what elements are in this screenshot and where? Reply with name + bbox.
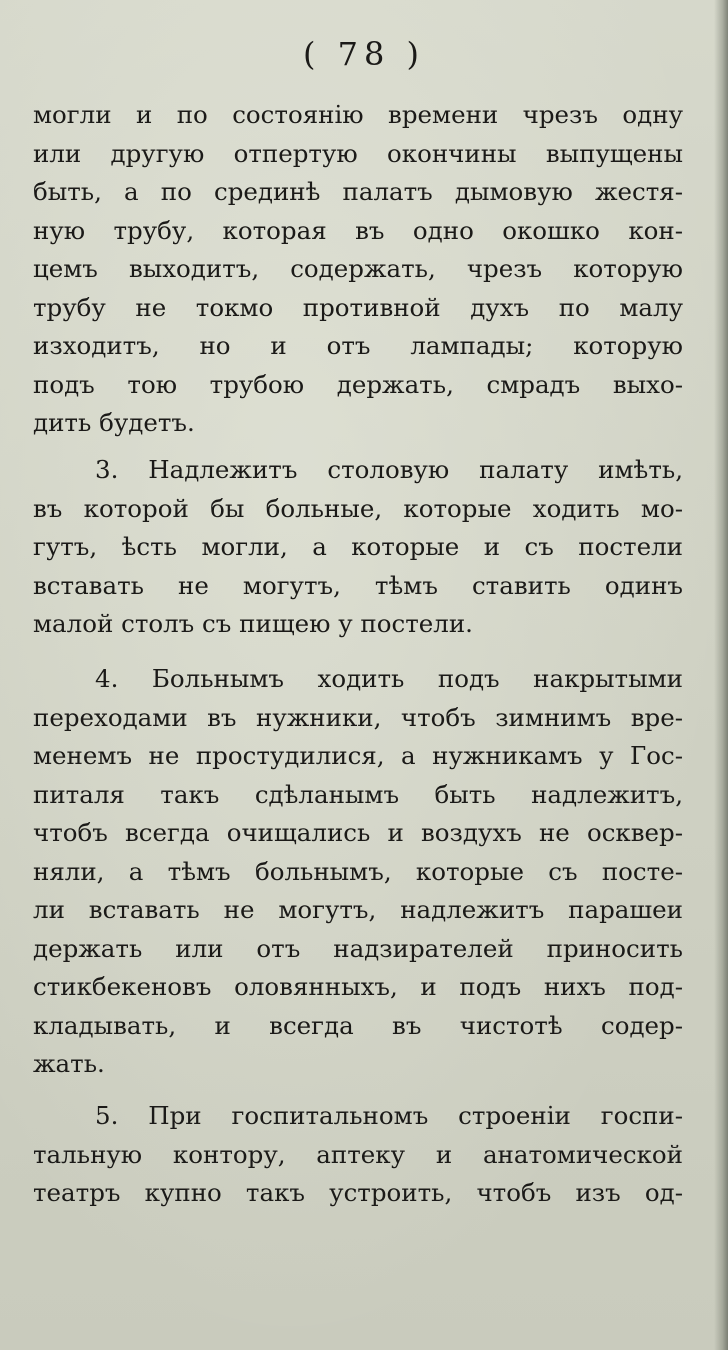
text-line: изходитъ, но и отъ лампады; которую xyxy=(33,331,683,360)
page-edge-shadow xyxy=(714,0,728,1350)
text-line: ли вставать не могутъ, надлежитъ парашеи xyxy=(33,895,683,924)
text-line: держать или отъ надзирателей приносить xyxy=(33,933,683,963)
text-line: подъ тою трубою держать, смрадъ выхо- xyxy=(33,369,683,399)
text-line: дить будетъ. xyxy=(33,408,195,437)
text-line: стикбекеновъ оловянныхъ, и подъ нихъ под- xyxy=(33,972,683,1001)
text-line: малой столъ съ пищею у постели. xyxy=(33,609,473,638)
paragraph-3 xyxy=(33,451,683,644)
text-line: тальную контору, аптеку и анатомической xyxy=(33,1139,683,1169)
text-line: въ которой бы больные, которые ходить мо- xyxy=(33,493,683,523)
text-line: ную трубу, которая въ одно окошко кон- xyxy=(33,215,683,245)
text-line: вставать не могутъ, тѣмъ ставить одинъ xyxy=(33,570,683,600)
text-line: менемъ не простудилися, а нужникамъ у Гос- xyxy=(33,741,683,770)
text-line: могли и по состоянію времени чрезъ одну xyxy=(33,100,683,129)
text-line: гутъ, ѣсть могли, а которые и съ постели xyxy=(33,532,683,561)
page-number: ( 78 ) xyxy=(302,35,426,73)
text-line: жать. xyxy=(33,1049,105,1078)
text-line: театръ купно такъ устроить, чтобъ изъ од- xyxy=(33,1178,683,1207)
text-line: кладывать, и всегда въ чистотѣ содер- xyxy=(33,1010,683,1040)
text-line: чтобъ всегда очищались и воздухъ не осквер- xyxy=(33,818,683,847)
text-line: переходами въ нужники, чтобъ зимнимъ вре- xyxy=(33,702,683,732)
text-line: трубу не токмо противной духъ по малу xyxy=(33,292,683,322)
text-line: 3. Надлежитъ столовую палату имѣть, xyxy=(95,455,683,484)
text-line: 4. Больнымъ ходить подъ накрытыми xyxy=(95,664,683,693)
text-line: питаля такъ сдѣланымъ быть надлежитъ, xyxy=(33,779,683,809)
paragraph-continuation xyxy=(33,96,683,443)
text-line: цемъ выходитъ, содержать, чрезъ которую xyxy=(33,254,683,283)
text-line: быть, а по срединѣ палатъ дымовую жестя- xyxy=(33,177,683,206)
text-line: 5. При госпитальномъ строеніи госпи- xyxy=(95,1101,683,1130)
text-line: няли, а тѣмъ больнымъ, которые съ посте- xyxy=(33,856,683,886)
paragraph-5 xyxy=(33,1097,683,1213)
text-line: или другую отпертую окончины выпущены xyxy=(33,138,683,168)
paragraph-4 xyxy=(33,660,683,1084)
